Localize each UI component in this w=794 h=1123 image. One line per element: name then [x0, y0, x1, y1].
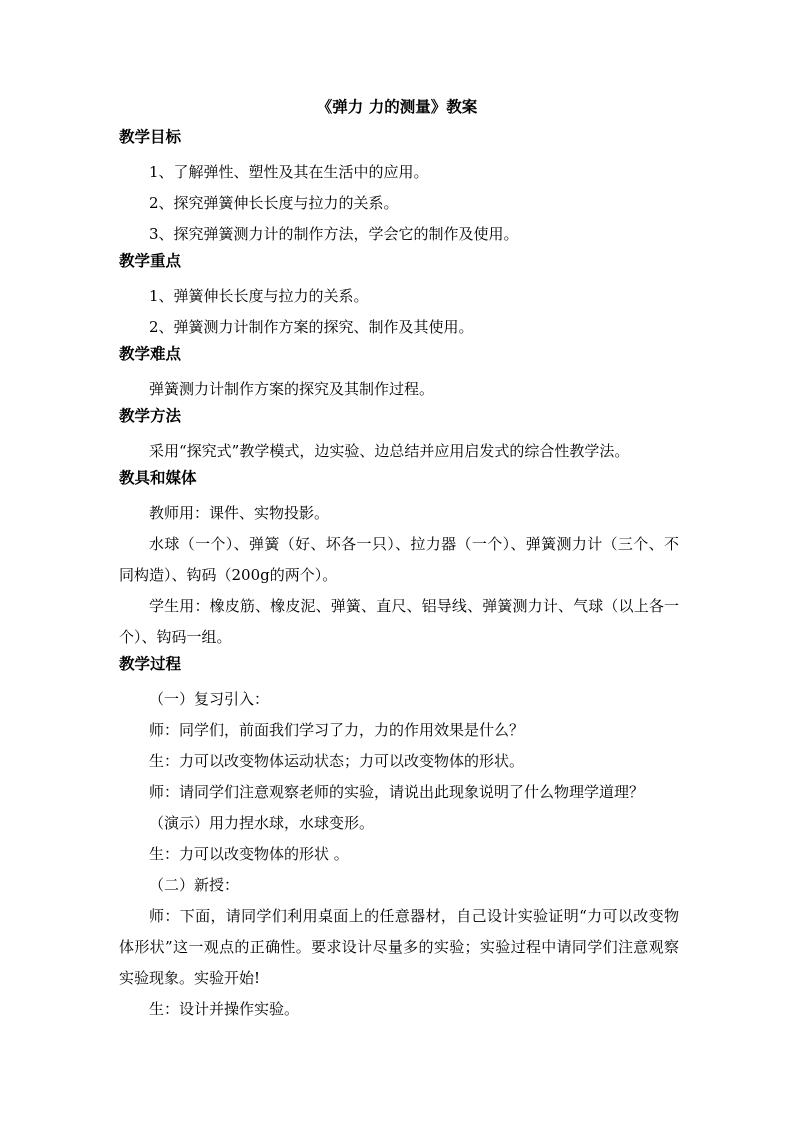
process-line: （二）新授： — [149, 876, 240, 894]
heading-teaching-goals: 教学目标 — [119, 127, 182, 146]
goal-item: 3、探究弹簧测力计的制作方法，学会它的制作及使用。 — [149, 225, 519, 243]
heading-materials: 教具和媒体 — [119, 468, 197, 487]
process-line: 生：力可以改变物体的形状 。 — [149, 845, 349, 863]
heading-methods: 教学方法 — [119, 406, 182, 425]
goal-item: 2、探究弹簧伸长长度与拉力的关系。 — [149, 194, 399, 212]
document-body — [119, 126, 679, 1025]
heading-difficulties: 教学难点 — [119, 344, 182, 363]
process-line: 师：下面，请同学们利用桌面上的任意器材，自己设计实验证明“力可以改变物体形状”这一观点的正确性。要求设计尽量多的实验；实验过程中请同学们注意观察实验现象。实验开始! — [119, 907, 679, 987]
key-point-item: 2、弹簧测力计制作方案的探究、制作及其使用。 — [149, 318, 474, 336]
process-line: （演示）用力捏水球，水球变形。 — [149, 814, 375, 832]
document-title: 《弹力 力的测量》教案 — [316, 97, 478, 116]
goal-item: 1、了解弹性、塑性及其在生活中的应用。 — [149, 163, 429, 181]
process-line: （一）复习引入： — [149, 690, 270, 708]
process-line: 生：力可以改变物体运动状态；力可以改变物体的形状。 — [149, 752, 525, 770]
materials-teacher: 教师用：课件、实物投影。 — [149, 504, 330, 522]
process-line: 师：同学们，前面我们学习了力，力的作用效果是什么？ — [149, 721, 525, 739]
methods-text: 采用“探究式”教学模式，边实验、边总结并应用启发式的综合性教学法。 — [149, 442, 630, 460]
difficulties-text: 弹簧测力计制作方案的探究及其制作过程。 — [149, 380, 435, 398]
heading-process: 教学过程 — [119, 654, 182, 673]
heading-key-points: 教学重点 — [119, 251, 182, 270]
key-point-item: 1、弹簧伸长长度与拉力的关系。 — [149, 287, 369, 305]
materials-equipment: 水球（一个）、弹簧（好、坏各一只）、拉力器（一个）、弹簧测力计（三个、不同构造）、钩码（200g的两个）。 — [119, 535, 679, 584]
process-line: 生：设计并操作实验。 — [149, 1000, 300, 1018]
materials-students: 学生用：橡皮筋、橡皮泥、弹簧、直尺、铝导线、弹簧测力计、气球（以上各一个）、钩码一组。 — [119, 597, 679, 646]
process-line: 师：请同学们注意观察老师的实验，请说出此现象说明了什么物理学道理？ — [149, 783, 645, 801]
